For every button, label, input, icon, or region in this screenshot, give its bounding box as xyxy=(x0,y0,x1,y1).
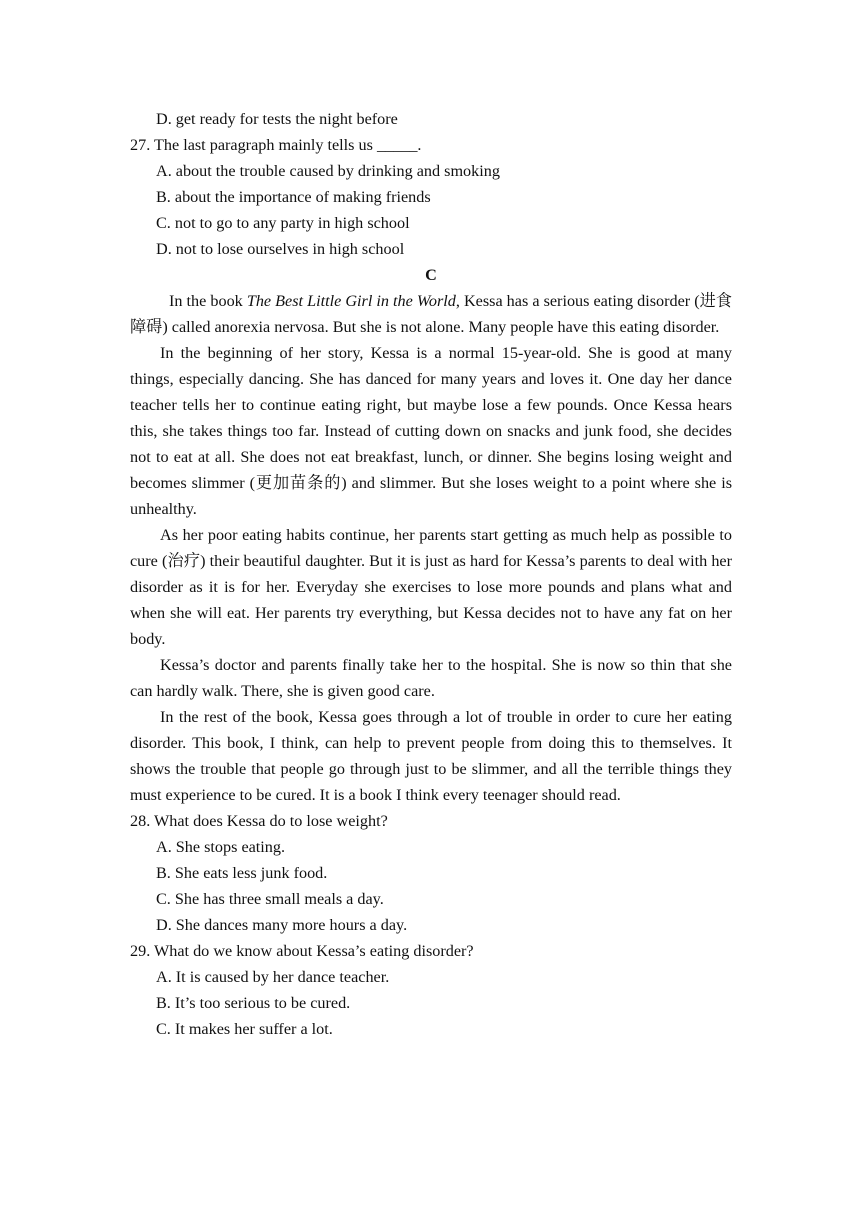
q29-option-c: C. It makes her suffer a lot. xyxy=(156,1020,333,1038)
q28-option-c: C. She has three small meals a day. xyxy=(156,890,384,908)
q27-stem: 27. The last paragraph mainly tells us _____. xyxy=(130,136,422,154)
q28-stem: 28. What does Kessa do to lose weight? xyxy=(130,812,388,830)
q29-option-a: A. It is caused by her dance teacher. xyxy=(156,968,390,986)
p1-text-end: , Kessa has a serious eating disorder (进食障碍) called anorexia nervosa. But she is not alone. Many people have this eating disorder. xyxy=(130,292,732,336)
q27-option-d: D. not to lose ourselves in high school xyxy=(156,240,405,258)
q27-option-b: B. about the importance of making friends xyxy=(156,188,431,206)
section-heading: C xyxy=(425,266,437,284)
q28-option-d: D. She dances many more hours a day. xyxy=(156,916,408,934)
passage-paragraph-3: As her poor eating habits continue, her parents start getting as much help as possible to cure (治疗) their beautiful daughter. But it is just as hard for Kessa’s parents to deal with her disorder as it is for her. Everyday she exercises to lose more pounds and plans what and when she will eat. Her parents try everything, but Kessa decides not to have any fat on her body. xyxy=(130,526,732,648)
q27-option-c: C. not to go to any party in high school xyxy=(156,214,410,232)
passage-paragraph-5: In the rest of the book, Kessa goes through a lot of trouble in order to cure her eating disorder. This book, I think, can help to prevent people from doing this to themselves. It shows the trouble that people go through just to be slimmer, and all the terrible things they must experience to be cured. It is a book I think every teenager should read. xyxy=(130,708,732,804)
book-title: The Best Little Girl in the World xyxy=(246,292,456,310)
passage-paragraph-1 xyxy=(130,288,732,340)
p1-text-start: In the book xyxy=(169,292,247,310)
exam-content xyxy=(130,106,732,1042)
q29-option-b: B. It’s too serious to be cured. xyxy=(156,994,351,1012)
q27-option-a: A. about the trouble caused by drinking and smoking xyxy=(156,162,500,180)
q29-stem: 29. What do we know about Kessa’s eating disorder? xyxy=(130,942,474,960)
q28-option-a: A. She stops eating. xyxy=(156,838,286,856)
q28-option-b: B. She eats less junk food. xyxy=(156,864,328,882)
q26-option-d: D. get ready for tests the night before xyxy=(156,110,398,128)
passage-paragraph-4: Kessa’s doctor and parents finally take her to the hospital. She is now so thin that she can hardly walk. There, she is given good care. xyxy=(130,656,732,700)
passage-paragraph-2: In the beginning of her story, Kessa is a normal 15-year-old. She is good at many things, especially dancing. She has danced for many years and loves it. One day her dance teacher tells her to continue eating right, but maybe lose a few pounds. Once Kessa hears this, she takes things too far. Instead of cutting down on snacks and junk food, she decides not to eat at all. She does not eat breakfast, lunch, or dinner. She begins losing weight and becomes slimmer (更加苗条的) and slimmer. But she loses weight to a point where she is unhealthy. xyxy=(130,344,732,518)
